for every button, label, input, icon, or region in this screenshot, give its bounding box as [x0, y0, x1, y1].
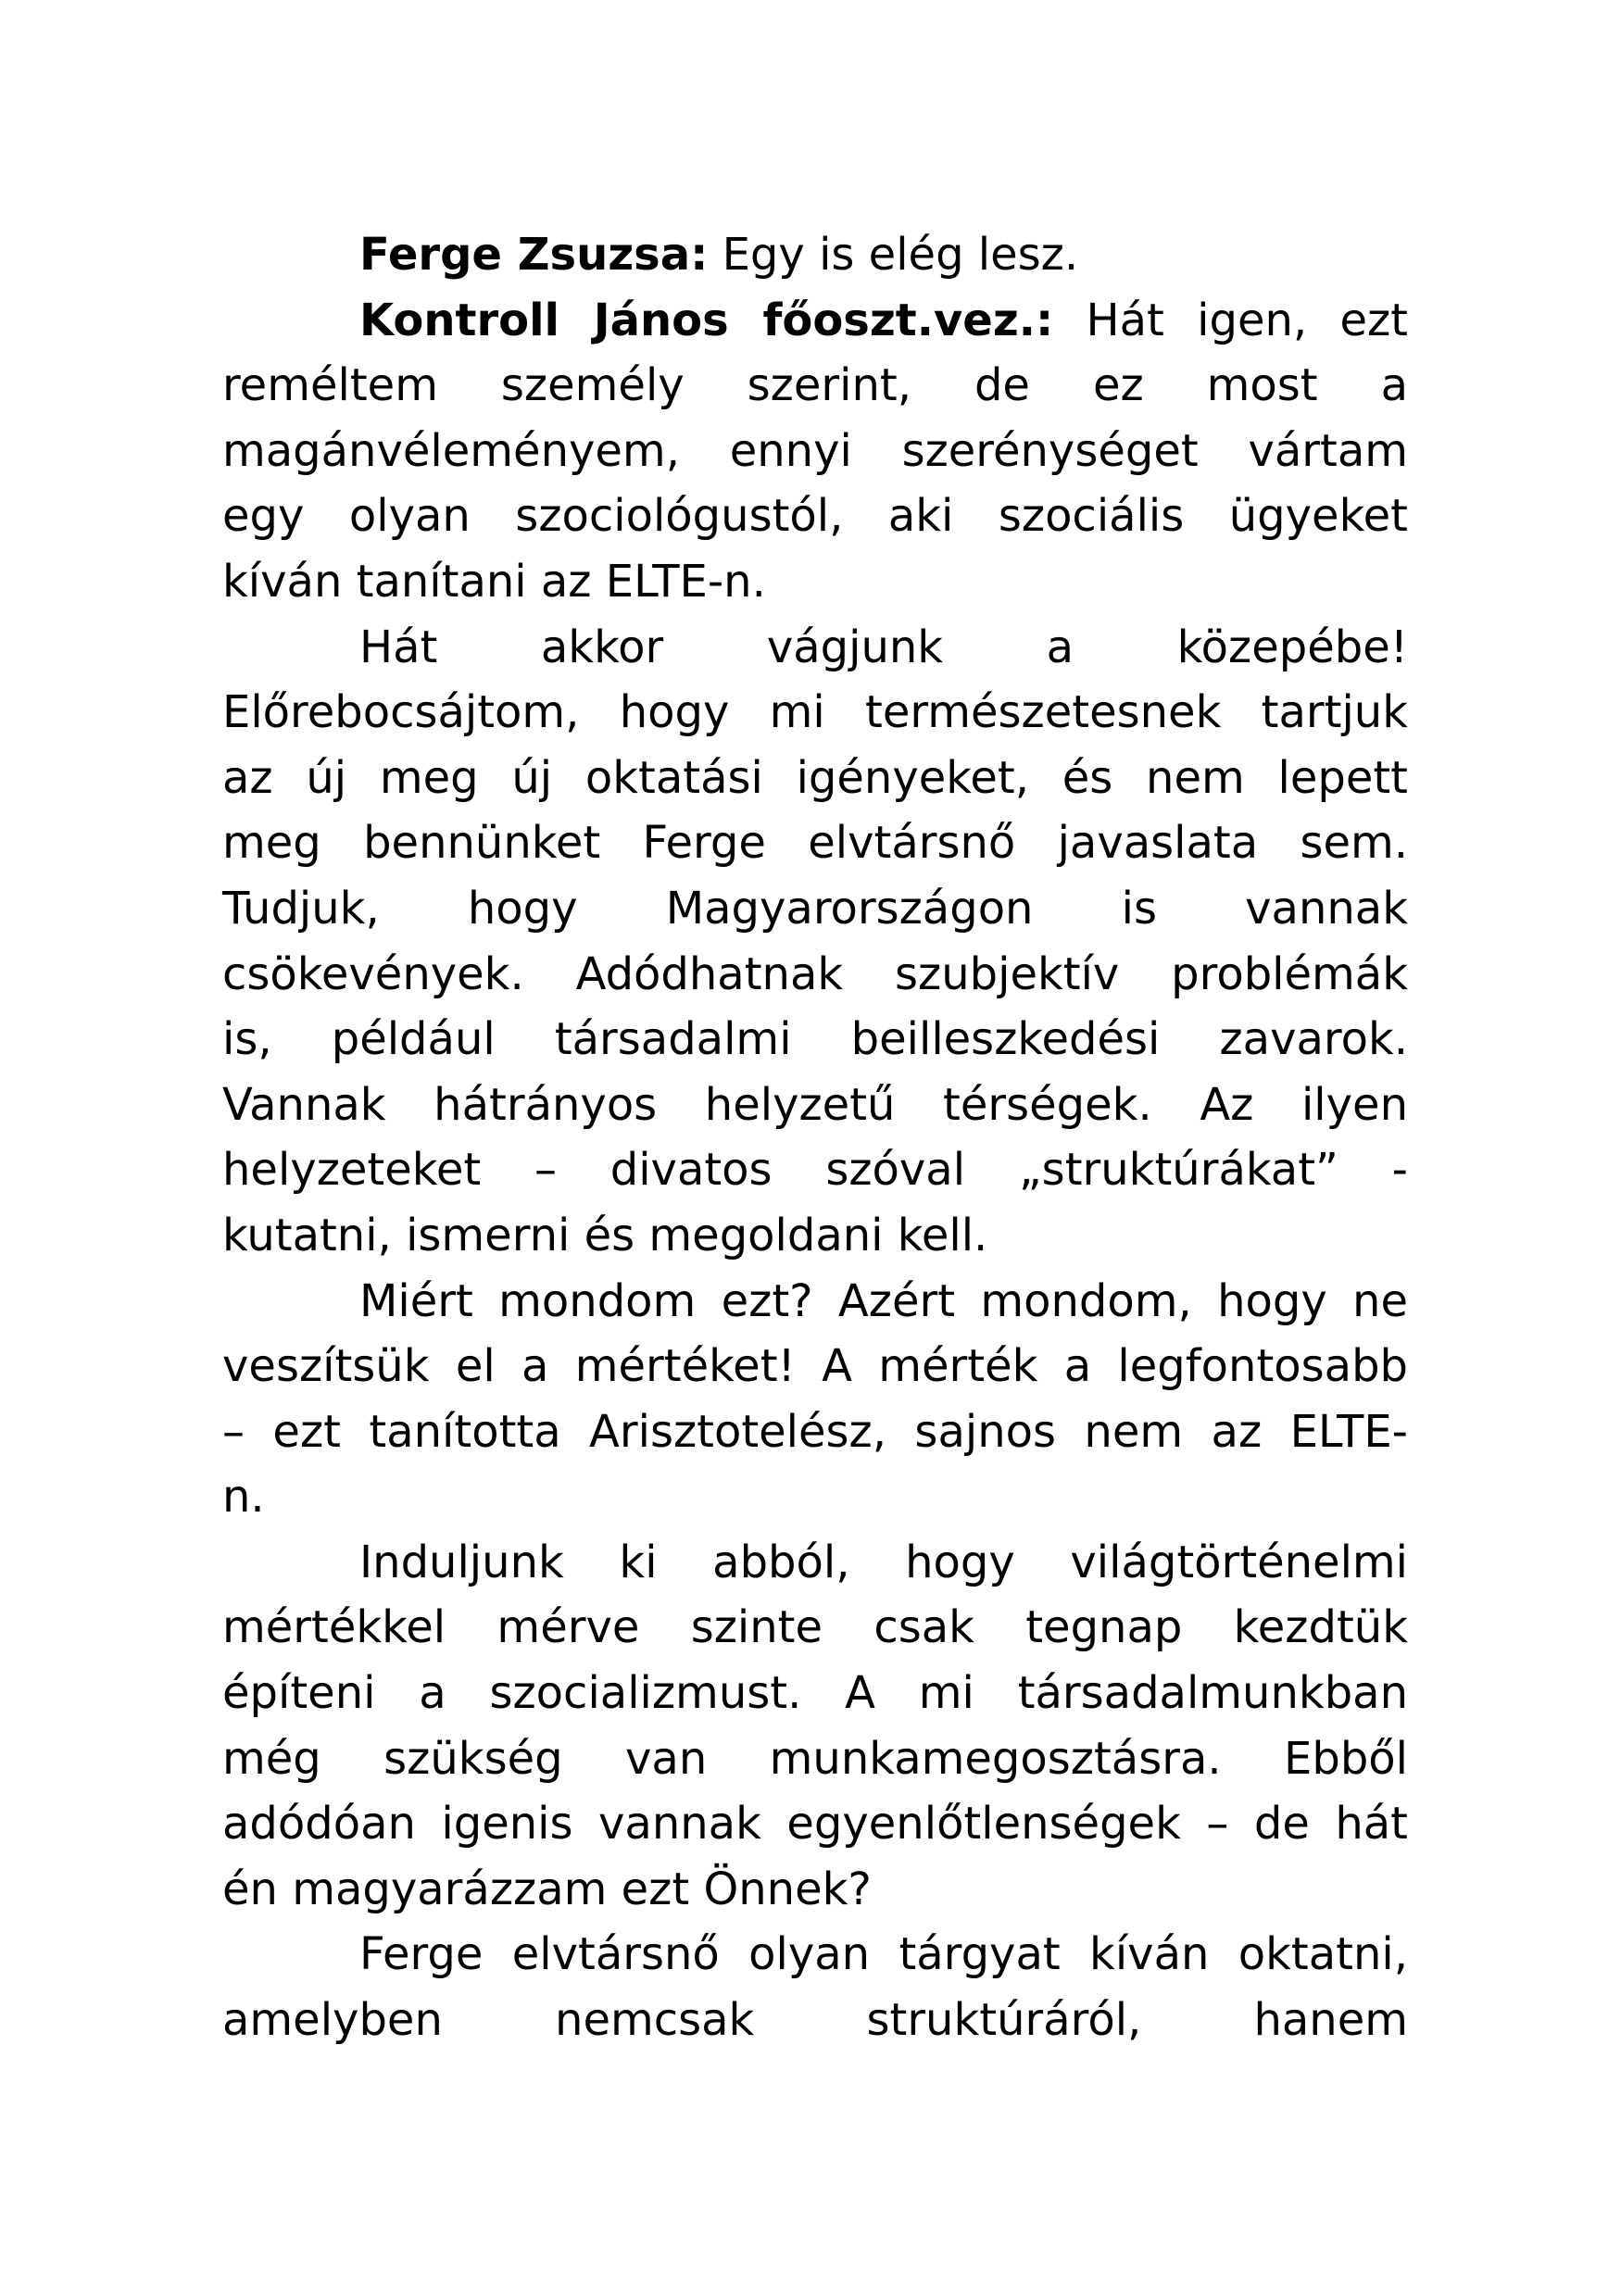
document-body: [222, 222, 1408, 2053]
text-line: csökevények. Adódhatnak szubjektív problémák: [222, 947, 1408, 1000]
text-line: n.: [222, 1471, 265, 1524]
text-line: helyzeteket – divatos szóval „struktúrákat” -: [222, 1144, 1408, 1197]
paragraph-5: [222, 1530, 1408, 1923]
text-line: Előrebocsájtom, hogy mi természetesnek tartjuk: [222, 686, 1408, 739]
text-line: adódóan igenis vannak egyenlőtlenségek – de hát: [222, 1798, 1408, 1851]
text-line: magánvéleményem, ennyi szerénységet vártam: [222, 424, 1408, 477]
text-line: mértékkel mérve szinte csak tegnap kezdtük: [222, 1601, 1408, 1654]
text-line: Miért mondom ezt? Azért mondom, hogy ne: [359, 1274, 1408, 1327]
text-line: – ezt tanította Arisztotelész, sajnos nem az ELTE-: [222, 1405, 1408, 1458]
speech-text: Hát igen, ezt: [1053, 294, 1408, 346]
speech-text: Egy is elég lesz.: [708, 229, 1079, 281]
text-line: amelyben nemcsak struktúráról, hanem: [222, 1994, 1408, 2047]
paragraph-2: [222, 288, 1408, 615]
text-line: meg bennünket Ferge elvtársnő javaslata sem.: [222, 817, 1408, 870]
text-line: építeni a szocializmust. A mi társadalmunkban: [222, 1667, 1408, 1720]
text-line: egy olyan szociológustól, aki szociális ügyeket: [222, 490, 1408, 543]
text-line: reméltem személy szerint, de ez most a: [222, 359, 1408, 412]
text-line: Ferge elvtársnő olyan tárgyat kíván oktatni,: [359, 1928, 1408, 1981]
paragraph-4: [222, 1269, 1408, 1530]
text-line: [222, 222, 1408, 288]
speaker-name: Kontroll János főoszt.vez.: [359, 294, 1037, 346]
text-line: kíván tanítani az ELTE-n.: [222, 555, 766, 608]
text-line: veszítsük el a mértéket! A mérték a legfontosabb: [222, 1340, 1408, 1393]
text-line: [222, 288, 1408, 354]
paragraph-6: [222, 1922, 1408, 2052]
text-line: Induljunk ki abból, hogy világtörténelmi: [359, 1536, 1408, 1588]
text-line: is, például társadalmi beilleszkedési zavarok.: [222, 1013, 1408, 1066]
text-line: kutatni, ismerni és megoldani kell.: [222, 1209, 988, 1261]
text-line: az új meg új oktatási igényeket, és nem lepett: [222, 751, 1408, 804]
speaker-name: Ferge Zsuzsa:: [359, 229, 709, 281]
text-line: Vannak hátrányos helyzetű térségek. Az ilyen: [222, 1078, 1408, 1131]
text-line: Hát akkor vágjunk a közepébe!: [359, 621, 1408, 673]
paragraph-1: [222, 222, 1408, 288]
text-line: Tudjuk, hogy Magyarországon is vannak: [222, 882, 1408, 935]
text-line: még szükség van munkamegosztásra. Ebből: [222, 1732, 1408, 1785]
text-line: én magyarázzam ezt Önnek?: [222, 1863, 872, 1915]
speaker-colon: :: [1036, 294, 1054, 346]
paragraph-3: [222, 615, 1408, 1269]
